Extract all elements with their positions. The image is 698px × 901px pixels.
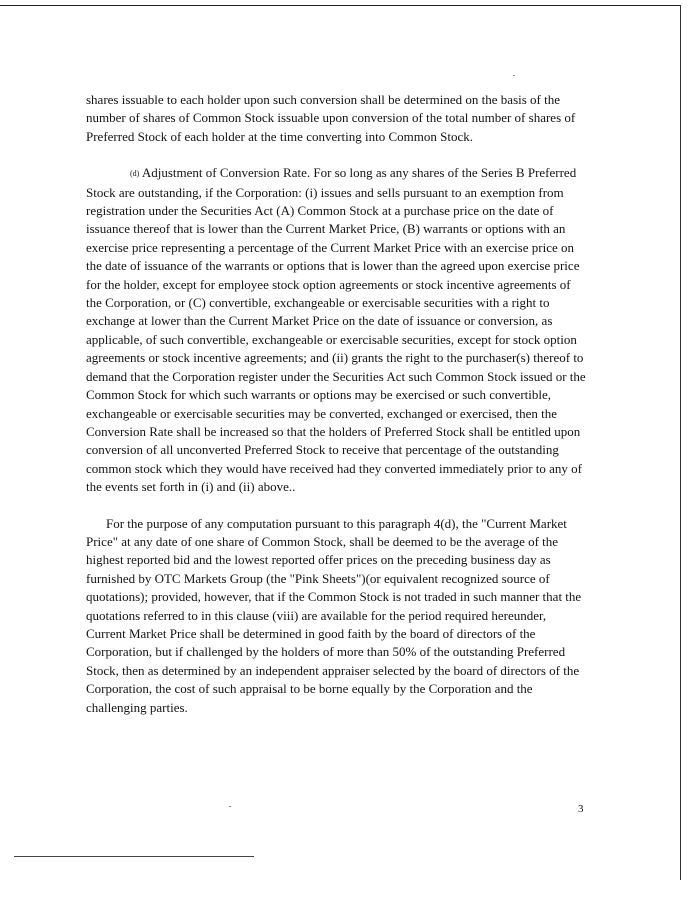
page-number: 3 (578, 803, 584, 815)
paragraph-continuation: shares issuable to each holder upon such conversion shall be determined on the basis of the number of shares of Common Stock issuable upon conversion of the total number of shares of Preferred Stock of each holder at the time converting into Common Stock. (86, 92, 576, 144)
scan-speck (513, 75, 515, 76)
section-marker: (d) (130, 169, 140, 179)
paragraph-current-market-price: For the purpose of any computation pursuant to this paragraph 4(d), the "Current Market Price" at any date of one share of Common Stock, shall be deemed to be the average of the highest reported bid and the lowest reported offer prices on the preceding business day as furnished by OTC Markets Group (the "Pink Sheets")(or equivalent recognized source of quotations); provided, however, that if the Common Stock is not traded in such manner that the quotations referred to in this clause (viii) are available for the period required hereunder, Current Market Price shall be determined in good faith by the board of directors of the Corporation, but if challenged by the holders of more than 50% of the outstanding Preferred Stock, then as determined by an independent appraiser selected by the board of directors of the Corporation, the cost of such appraisal to be borne equally by the Corporation and the challenging parties. (86, 515, 582, 715)
top-border-line (0, 5, 681, 6)
document-body (86, 91, 586, 717)
scan-speck (229, 806, 231, 807)
paragraph-text: Adjustment of Conversion Rate. For so long as any shares of the Series B Preferred Stock are outstanding, if the Corporation: (i) issues and sells pursuant to an exemption from registration under the Securities Act (A) Common Stock at a purchase price on the date of issuance thereof that is lower than the Current Market Price, (B) warrants or options with an exercise price representing a percentage of the Current Market Price with an exercise price on the date of issuance of the warrants or options that is lower than the agreed upon exercise price for the holder, except for employee stock option agreements or stock incentive agreements of the Corporation, or (C) convertible, exchangeable or exercisable securities with a right to exchange at lower than the Current Market Price on the date of issuance or conversion, as applicable, of such convertible, exchangeable or exercisable securities, except for stock option agreements or stock incentive agreements; and (ii) grants the right to the purchaser(s) thereof to demand that the Corporation register under the Securities Act such Common Stock issued or the Common Stock for which such warrants or options may be exercised or such convertible, exchangeable or exercisable securities may be converted, exchanged or exercised, then the Conversion Rate shall be increased so that the holders of Preferred Stock shall be entitled upon conversion of all unconverted Preferred Stock to receive that percentage of the outstanding common stock which they would have received had they converted immediately prior to any of the events set forth in (i) and (ii) above.. (86, 165, 586, 495)
footnote-separator-line (14, 856, 254, 857)
right-border-line (680, 5, 681, 880)
paragraph-adjustment-of-conversion-rate (86, 164, 586, 496)
